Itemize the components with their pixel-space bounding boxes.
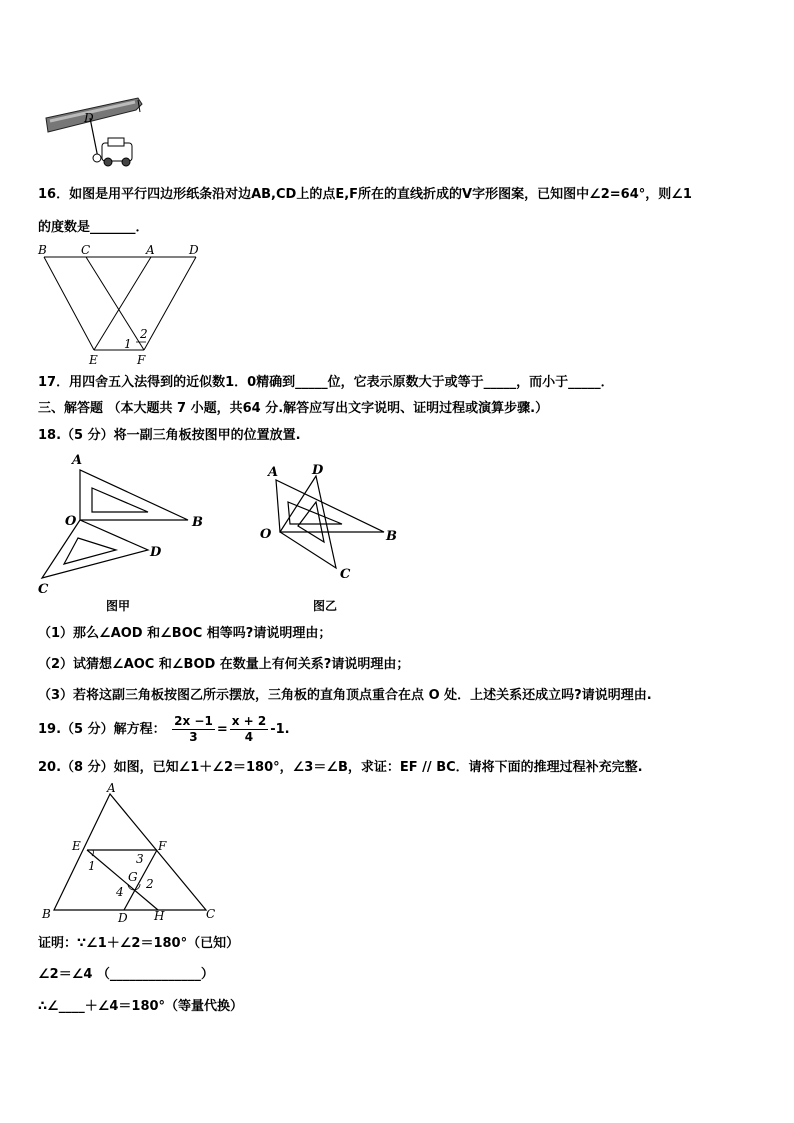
q20-angle-3: 3 xyxy=(136,852,144,866)
q16-text-line1: 16．如图是用平行四边形纸条沿对边AB,CD上的点E,F所在的直线折成的V字形图案，已知图中∠2=64°，则∠1 xyxy=(38,187,692,202)
q20-label-A: A xyxy=(107,781,116,795)
q18-fig1-caption: 图甲 xyxy=(106,599,131,613)
q20-angle-4: 4 xyxy=(116,885,124,899)
q19-fraction-left xyxy=(172,714,215,745)
q16-label-F: F xyxy=(137,353,146,367)
q16-label-B: B xyxy=(38,243,47,257)
q19-num1: 2x −1 xyxy=(174,714,213,728)
q18-fig2-label-D: D xyxy=(312,463,324,478)
q18-fig2-label-C: C xyxy=(340,567,351,582)
q20-header: 20.（8 分）如图，已知∠1＋∠2＝180°，∠3＝∠B，求证：EF // BC．请将下面的推理过程补充完整. xyxy=(38,760,643,775)
q16-label-E: E xyxy=(89,353,98,367)
q18-figure-jia xyxy=(36,450,216,610)
q20-label-C: C xyxy=(206,907,216,921)
svg-text:D: D xyxy=(84,111,94,125)
q20-label-G: G xyxy=(128,870,138,884)
q18-fig1-label-C: C xyxy=(38,582,49,597)
q18-fig2-label-O: O xyxy=(260,527,272,542)
q20-proof-line3: ∴∠____＋∠4＝180°（等量代换） xyxy=(38,999,244,1014)
q16-label-C: C xyxy=(81,243,91,257)
q20-label-E: E xyxy=(72,839,81,853)
q18-figure-yi xyxy=(256,462,406,592)
q16-angle-2: 2 xyxy=(140,327,148,341)
q20-angle-1: 1 xyxy=(88,859,96,873)
q19-equals: = xyxy=(216,722,228,737)
q20-proof-line2: ∠2＝∠4 （______________） xyxy=(38,967,214,982)
q18-part3: （3）若将这副三角板按图乙所示摆放，三角板的直角顶点重合在点 O 处．上述关系还成立吗?请说明理由. xyxy=(38,688,652,703)
q20-proof-line1: 证明：∵∠1＋∠2＝180°（已知） xyxy=(38,936,240,951)
q20-label-H: H xyxy=(154,909,165,923)
road-car-illustration xyxy=(40,88,160,170)
q20-label-D: D xyxy=(118,911,128,925)
q18-fig2-label-B: B xyxy=(386,529,397,544)
q18-fig1-label-A: A xyxy=(72,453,83,468)
q18-fig1-label-D: D xyxy=(150,545,162,560)
q19-prefix: 19.（5 分）解方程： xyxy=(38,722,166,737)
q19-suffix: -1. xyxy=(270,722,290,737)
q20-figure xyxy=(36,780,226,930)
q19-fraction-right xyxy=(230,714,269,745)
q18-header: 18.（5 分）将一副三角板按图甲的位置放置. xyxy=(38,428,301,443)
q18-fig1-label-B: B xyxy=(192,515,203,530)
q19-den1: 3 xyxy=(189,730,198,744)
q18-part2: （2）试猜想∠AOC 和∠BOD 在数量上有何关系?请说明理由； xyxy=(38,657,410,672)
q17-text: 17．用四舍五入法得到的近似数1．0精确到_____位，它表示原数大于或等于_____，而小于_____． xyxy=(38,375,614,390)
q16-label-A: A xyxy=(146,243,155,257)
q19-equation xyxy=(38,712,290,748)
q20-label-F: F xyxy=(158,839,167,853)
q20-angle-2: 2 xyxy=(146,877,154,891)
q19-den2: 4 xyxy=(244,730,254,744)
q16-angle-1: 1 xyxy=(124,337,132,351)
q19-num2: x + 2 xyxy=(231,714,267,728)
section-3-header: 三、解答题 （本大题共 7 小题，共64 分.解答应写出文字说明、证明过程或演算步骤.） xyxy=(38,401,549,416)
q18-fig1-label-O: O xyxy=(65,514,77,529)
q20-label-B: B xyxy=(42,907,51,921)
q18-fig2-caption: 图乙 xyxy=(313,599,338,613)
q16-text-line2: 的度数是_______． xyxy=(38,220,149,235)
q16-label-D: D xyxy=(189,243,199,257)
q18-fig2-label-A: A xyxy=(268,465,279,480)
q18-part1: （1）那么∠AOD 和∠BOC 相等吗?请说明理由； xyxy=(38,626,332,641)
q16-figure xyxy=(36,240,206,370)
